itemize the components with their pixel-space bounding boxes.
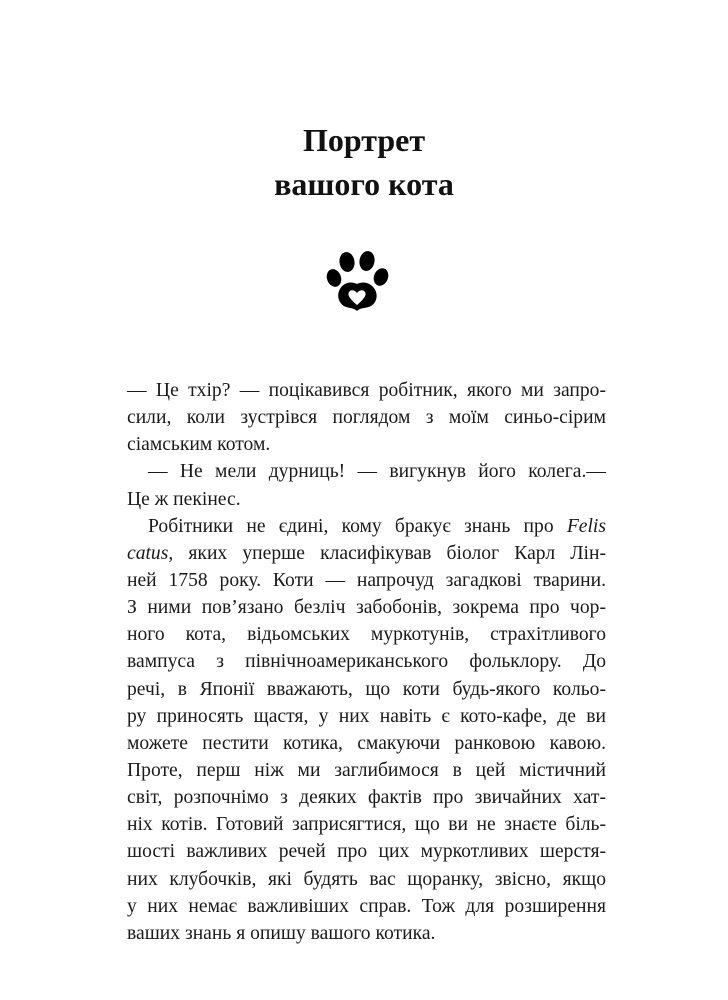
text-segment: Проте, перш ніж ми заглибимося в цей містичний	[127, 759, 606, 781]
text-line	[127, 730, 606, 757]
text-segment: сіамським котом.	[127, 434, 271, 456]
text-segment: , яких уперше класифікував біолог Карл Лін-	[168, 542, 606, 564]
text-line	[127, 648, 606, 675]
body-text	[127, 377, 606, 947]
text-line	[127, 567, 606, 594]
chapter-title-line-1: Портрет	[302, 122, 426, 158]
text-segment: Робітники не єдині, кому бракує знань про	[148, 515, 567, 537]
text-segment: — Це тхір? — поцікавився робітник, якого ми запро-	[127, 380, 606, 401]
text-line	[127, 486, 606, 513]
text-segment: Це ж пекінес.	[127, 488, 241, 510]
text-segment: ней 1758 року. Коти — напрочуд загадкові тварини.	[127, 569, 606, 591]
text-line	[127, 431, 606, 458]
text-line	[127, 893, 606, 920]
text-segment: ного кота, відьомських муркотунів, страхітливого	[127, 624, 606, 646]
text-line	[127, 757, 606, 784]
text-line	[127, 676, 606, 703]
text-line	[127, 920, 606, 947]
text-line	[127, 458, 606, 485]
chapter-title-line-2: вашого кота	[274, 166, 454, 202]
text-segment: ру приносять щастя, у них навіть є кото-кафе, де ви	[127, 705, 606, 727]
text-segment: вампуса з північноамериканського фольклору. До	[127, 651, 606, 673]
text-segment: — Не мели дурниць! — вигукнув його колега.—	[148, 461, 606, 483]
text-line	[127, 513, 606, 540]
paw-print-icon	[322, 248, 394, 320]
text-segment: сили, коли зустрівся поглядом з моїм синьо-сірим	[127, 407, 606, 429]
text-segment: можете пестити котика, смакуючи ранковою кавою.	[127, 732, 606, 754]
text-line	[127, 621, 606, 648]
text-line	[127, 540, 606, 567]
text-line	[127, 703, 606, 730]
text-line	[127, 377, 606, 404]
text-segment: ваших знань я опишу вашого котика.	[127, 922, 436, 944]
text-line	[127, 866, 606, 893]
chapter-title	[0, 118, 728, 206]
text-segment: шості важливих речей про цих муркотливих шерстя-	[127, 841, 606, 863]
text-segment: світ, розпочнімо з деяких фактів про звичайних хат-	[127, 787, 606, 809]
text-segment: речі, в Японії вважають, що коти будь-якого кольо-	[127, 678, 606, 700]
text-segment: них клубочків, які будять вас щоранку, звісно, якщо	[127, 868, 606, 890]
text-line	[127, 404, 606, 431]
italic-term: Felis	[566, 515, 606, 537]
text-segment: у них немає важливіших справ. Тож для розширення	[127, 895, 606, 917]
text-line	[127, 838, 606, 865]
text-segment: З ними пов’язано безліч забобонів, зокрема про чор-	[127, 597, 606, 619]
italic-term: catus	[127, 542, 169, 564]
text-line	[127, 784, 606, 811]
text-line	[127, 811, 606, 838]
text-line	[127, 594, 606, 621]
text-segment: ніх котів. Готовий заприсягтися, що ви не знаєте біль-	[127, 814, 606, 836]
